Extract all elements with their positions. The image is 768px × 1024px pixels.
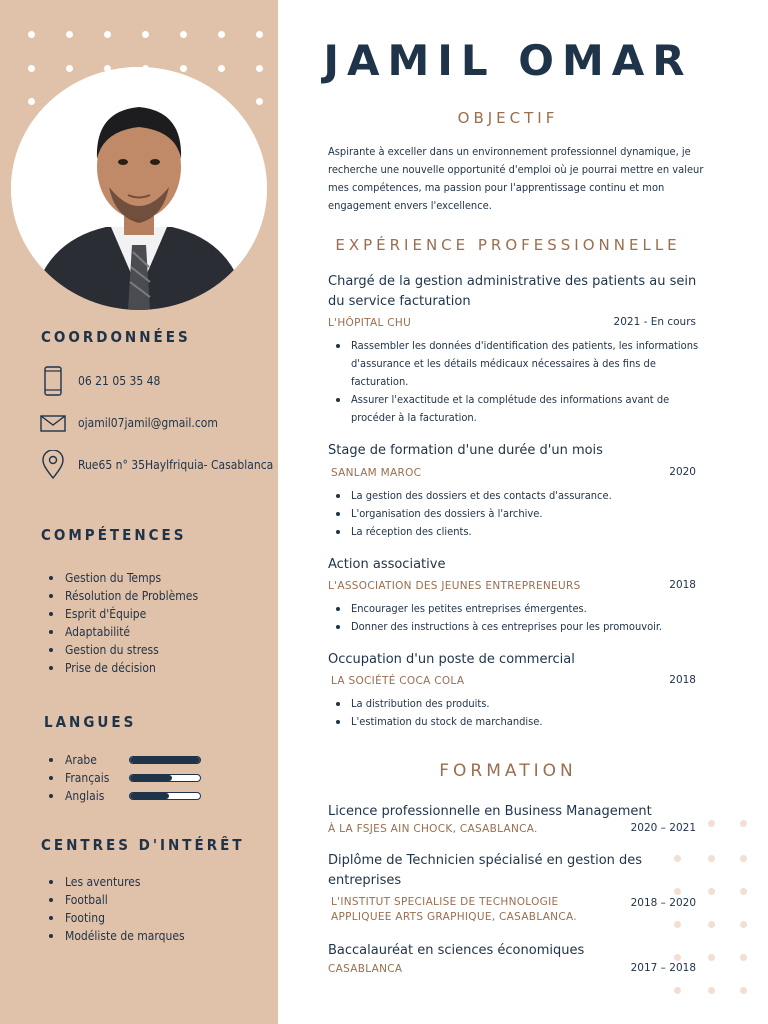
job-tasks (334, 487, 700, 541)
sidebar (0, 0, 278, 1024)
language-name: Arabe (65, 753, 97, 767)
language-level-bar (129, 774, 201, 782)
language-row (49, 751, 209, 769)
job-date: 2018 (669, 674, 696, 686)
list-item: Modéliste de marques (49, 927, 185, 945)
language-name: Anglais (65, 789, 105, 803)
list-item: Les aventures (49, 873, 185, 891)
language-row (49, 769, 209, 787)
objective-text: Aspirante à exceller dans un environnement professionnel dynamique, je recherche une nouvelle opportunité d'emploi où je pourrai mettre en valeur mes compétences, ma passion pour l'apprentissage continu et mon engagement envers l'excellence. (328, 145, 704, 212)
job-tasks (334, 337, 700, 427)
job-organization: SANLAM MAROC (331, 467, 422, 479)
list-item: L'estimation du stock de marchandise. (334, 713, 700, 731)
list-item: Gestion du stress (49, 641, 198, 659)
job-organization: L'ASSOCIATION DES JEUNES ENTREPRENEURS (328, 580, 581, 592)
interests-section-title: CENTRES D'INTÉRÊT (41, 836, 245, 854)
list-item: La réception des clients. (334, 523, 700, 541)
address-row (38, 448, 273, 482)
location-pin-icon (38, 449, 68, 481)
address-text: Rue65 n° 35Haylfriquia- Casablanca (78, 458, 274, 472)
job-title: Chargé de la gestion administrative des patients au sein du service facturation (328, 274, 697, 309)
profile-photo (11, 67, 267, 310)
phone-icon (38, 365, 68, 397)
list-item: Encourager les petites entreprises émergentes. (334, 600, 700, 618)
education-school: L'INSTITUT SPECIALISE DE TECHNOLOGIE APPLIQUEE ARTS GRAPHIQUE, CASABLANCA. (331, 896, 577, 923)
list-item: Adaptabilité (49, 623, 198, 641)
education-date: 2018 – 2020 (630, 897, 696, 909)
phone-row (38, 364, 160, 398)
job-tasks (334, 600, 700, 636)
job-tasks (334, 695, 700, 731)
list-item: Football (49, 891, 185, 909)
education-title-item: Diplôme de Technicien spécialisé en gestion des entreprises (328, 853, 643, 888)
main-content (278, 0, 768, 1024)
experience-title: EXPÉRIENCE PROFESSIONNELLE (335, 236, 681, 254)
email-text[interactable]: ojamil07jamil@gmail.com (78, 416, 218, 430)
job-title: Stage de formation d'une durée d'un mois (328, 443, 603, 458)
interests-list (49, 873, 185, 945)
list-item: Gestion du Temps (49, 569, 198, 587)
education-school: À LA FSJES AIN CHOCK, CASABLANCA. (328, 823, 538, 835)
job-date: 2021 - En cours (613, 316, 696, 328)
job-organization: LA SOCIÉTÉ COCA COLA (331, 675, 465, 687)
skills-list (49, 569, 198, 677)
language-row (49, 787, 209, 805)
languages-section-title: LANGUES (44, 713, 137, 731)
list-item: Assurer l'exactitude et la complétude des informations avant de procéder à la facturation. (334, 391, 700, 427)
list-item: Prise de décision (49, 659, 198, 677)
list-item: L'organisation des dossiers à l'archive. (334, 505, 700, 523)
email-row (38, 406, 218, 440)
job-date: 2018 (669, 579, 696, 591)
job-title: Action associative (328, 557, 446, 572)
list-item: La distribution des produits. (334, 695, 700, 713)
education-title-item: Baccalauréat en sciences économiques (328, 943, 585, 958)
job-title: Occupation d'un poste de commercial (328, 652, 575, 667)
list-item: La gestion des dossiers et des contacts d'assurance. (334, 487, 700, 505)
education-date: 2020 – 2021 (630, 822, 696, 834)
education-school: CASABLANCA (328, 963, 403, 975)
list-item: Footing (49, 909, 185, 927)
contact-section-title: COORDONNÉES (41, 328, 191, 346)
mail-icon (38, 407, 68, 439)
language-name: Français (65, 771, 110, 785)
job-date: 2020 (669, 466, 696, 478)
list-item: Donner des instructions à ces entreprises pour les promouvoir. (334, 618, 700, 636)
candidate-name: JAMIL OMAR (323, 36, 693, 85)
language-level-bar (129, 756, 201, 764)
skills-section-title: COMPÉTENCES (41, 526, 187, 544)
objective-title: OBJECTIF (457, 109, 559, 127)
list-item: Rassembler les données d'identification des patients, les informations d'assurance et les détails médicaux nécessaires à des fins de facturation. (334, 337, 700, 391)
education-title-item: Licence professionnelle en Business Management (328, 804, 652, 819)
list-item: Résolution de Problèmes (49, 587, 198, 605)
language-level-bar (129, 792, 201, 800)
list-item: Esprit d'Équipe (49, 605, 198, 623)
education-title: FORMATION (439, 761, 577, 781)
job-organization: L'HÔPITAL CHU (328, 317, 412, 329)
phone-text: 06 21 05 35 48 (78, 374, 161, 388)
education-date: 2017 – 2018 (630, 962, 696, 974)
